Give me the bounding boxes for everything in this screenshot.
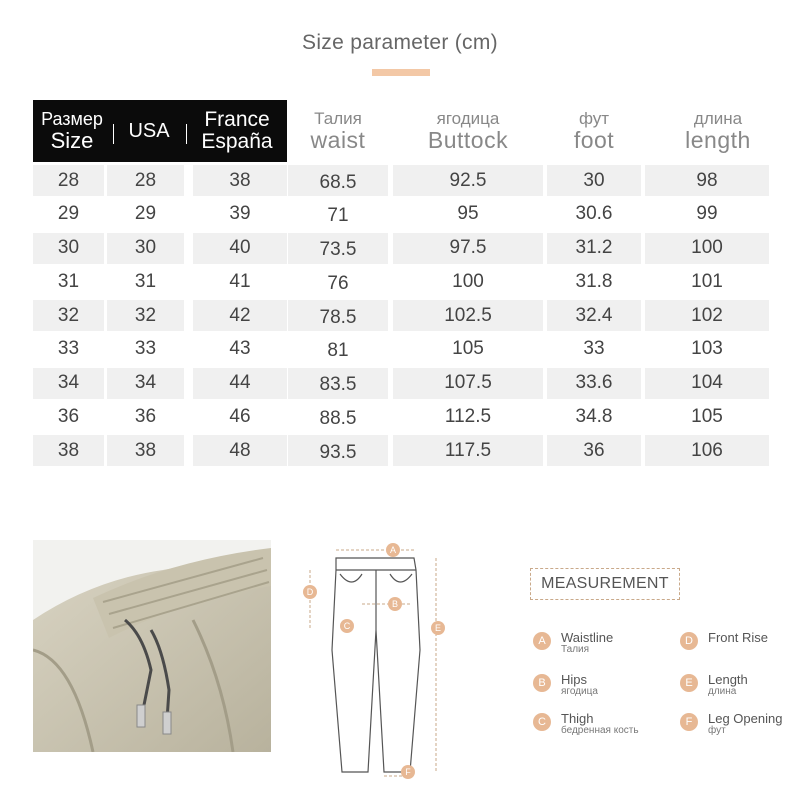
legend-badge: E (680, 674, 698, 692)
legend-label-ru: длина (708, 685, 737, 697)
cell-foot: 30.6 (547, 199, 641, 230)
cell-waist: 73.5 (288, 233, 388, 264)
cell-usa: 36 (107, 401, 184, 432)
cell-length: 100 (645, 233, 769, 264)
header-buttock-ru: ягодица (436, 109, 500, 128)
header-france-label: France (204, 107, 270, 131)
cell-length: 99 (645, 199, 769, 230)
cell-length: 106 (645, 435, 769, 466)
cell-buttock: 107.5 (393, 368, 543, 399)
cell-length: 104 (645, 368, 769, 399)
cell-size: 33 (33, 334, 104, 365)
cell-foot: 31.8 (547, 266, 641, 297)
cell-waist: 76 (288, 266, 388, 297)
diagram-marker-c (340, 619, 354, 633)
header-buttock-en: Buttock (427, 126, 509, 153)
legend-text (561, 712, 639, 736)
diagram-marker-d (303, 585, 317, 599)
legend-label-ru: бедренная кость (561, 724, 639, 736)
legend-item-f (680, 712, 782, 736)
cell-foot: 33.6 (547, 368, 641, 399)
cell-size: 32 (33, 300, 104, 331)
diagram-label-d: D (306, 587, 314, 597)
cell-buttock: 112.5 (393, 401, 543, 432)
legend-label-en: Waistline (561, 630, 614, 645)
table-header (33, 100, 769, 165)
size-table (33, 100, 769, 469)
product-photo (33, 540, 271, 752)
cell-length: 103 (645, 334, 769, 365)
cell-foot: 31.2 (547, 233, 641, 264)
legend-text (561, 673, 598, 697)
legend-text (708, 712, 782, 736)
cell-size: 31 (33, 266, 104, 297)
legend-label-ru: ягодица (561, 685, 598, 697)
diagram-label-c: C (343, 621, 351, 631)
cell-france: 39 (193, 199, 287, 230)
cell-france: 44 (193, 368, 287, 399)
header-size-ru: Размер (41, 109, 103, 129)
legend-badge: B (533, 674, 551, 692)
cell-buttock: 95 (393, 199, 543, 230)
diagram-marker-b (388, 597, 402, 611)
cell-size: 30 (33, 233, 104, 264)
cell-france: 48 (193, 435, 287, 466)
table-row (33, 199, 769, 230)
legend-text (561, 631, 613, 655)
legend-item-c (533, 712, 639, 736)
legend-text (708, 631, 768, 645)
legend-badge: C (533, 713, 551, 731)
cell-buttock: 92.5 (393, 165, 543, 196)
pants-photo-image (33, 540, 271, 752)
diagram-marker-f (401, 765, 415, 779)
page-title: Size parameter (cm) (302, 31, 498, 54)
header-waist-ru: Талия (314, 109, 362, 128)
cell-usa: 31 (107, 266, 184, 297)
table-row (33, 165, 769, 196)
cell-usa: 29 (107, 199, 184, 230)
cell-france: 41 (193, 266, 287, 297)
diagram-label-b: B (391, 599, 399, 609)
cell-buttock: 117.5 (393, 435, 543, 466)
header-foot-en: foot (573, 126, 615, 153)
legend-item-b (533, 673, 598, 697)
cell-size: 38 (33, 435, 104, 466)
cell-size: 29 (33, 199, 104, 230)
table-row (33, 435, 769, 466)
cell-france: 43 (193, 334, 287, 365)
legend-badge: D (680, 632, 698, 650)
header-buttock (393, 100, 543, 162)
measurement-diagram (296, 540, 456, 780)
cell-waist: 71 (288, 199, 388, 230)
header-france (187, 100, 287, 162)
table-row (33, 300, 769, 331)
table-row (33, 401, 769, 432)
diagram-label-e: E (434, 623, 442, 633)
cell-france: 42 (193, 300, 287, 331)
cell-foot: 33 (547, 334, 641, 365)
legend-label-en: Leg Opening (708, 711, 783, 726)
cell-waist: 83.5 (288, 368, 388, 399)
legend-badge: A (533, 632, 551, 650)
cell-waist: 78.5 (288, 300, 388, 331)
header-waist-en: waist (310, 126, 366, 153)
legend-badge: F (680, 713, 698, 731)
cell-foot: 30 (547, 165, 641, 196)
cell-waist: 93.5 (288, 435, 388, 466)
header-size (33, 100, 111, 162)
cell-foot: 34.8 (547, 401, 641, 432)
cell-waist: 81 (288, 334, 388, 365)
legend-item-d (680, 631, 768, 650)
table-row (33, 368, 769, 399)
cell-buttock: 102.5 (393, 300, 543, 331)
header-waist (288, 100, 388, 162)
cell-foot: 36 (547, 435, 641, 466)
header-espana-label: España (201, 130, 273, 153)
cell-length: 105 (645, 401, 769, 432)
cell-buttock: 97.5 (393, 233, 543, 264)
cell-usa: 33 (107, 334, 184, 365)
cell-france: 38 (193, 165, 287, 196)
legend-label-en: Length (708, 672, 748, 687)
legend-text (708, 673, 748, 697)
diagram-marker-a (386, 543, 400, 557)
legend-label-en: Thigh (561, 711, 594, 726)
cell-usa: 34 (107, 368, 184, 399)
measurement-title: MEASUREMENT (530, 568, 680, 600)
header-size-en: Size (50, 127, 94, 153)
header-foot (547, 100, 641, 162)
table-row (33, 233, 769, 264)
cell-france: 46 (193, 401, 287, 432)
table-body (33, 165, 769, 466)
cell-length: 98 (645, 165, 769, 196)
title-underline (372, 69, 430, 76)
legend-label-ru: фут (708, 724, 726, 736)
cell-usa: 30 (107, 233, 184, 264)
legend-label-ru: Талия (561, 643, 590, 655)
header-length-ru: длина (693, 109, 743, 128)
legend-item-a (533, 631, 613, 655)
header-usa (114, 100, 184, 162)
legend-label-en: Hips (561, 672, 588, 687)
cell-size: 34 (33, 368, 104, 399)
cell-usa: 38 (107, 435, 184, 466)
cell-usa: 28 (107, 165, 184, 196)
cell-waist: 68.5 (288, 165, 388, 196)
header-usa-label: USA (128, 119, 170, 142)
cell-size: 36 (33, 401, 104, 432)
cell-buttock: 100 (393, 266, 543, 297)
diagram-label-a: A (389, 545, 397, 555)
header-length-en: length (685, 126, 751, 153)
legend-item-e (680, 673, 748, 697)
table-row (33, 334, 769, 365)
diagram-marker-e (431, 621, 445, 635)
header-length (653, 100, 783, 162)
cell-foot: 32.4 (547, 300, 641, 331)
legend-label-en: Front Rise (708, 630, 768, 645)
cell-buttock: 105 (393, 334, 543, 365)
cell-france: 40 (193, 233, 287, 264)
diagram-label-f: F (405, 767, 411, 777)
pants-outline-diagram (296, 540, 456, 780)
cell-usa: 32 (107, 300, 184, 331)
cell-size: 28 (33, 165, 104, 196)
cell-waist: 88.5 (288, 401, 388, 432)
header-foot-ru: фут (578, 109, 610, 128)
cell-length: 101 (645, 266, 769, 297)
cell-length: 102 (645, 300, 769, 331)
table-row (33, 266, 769, 297)
